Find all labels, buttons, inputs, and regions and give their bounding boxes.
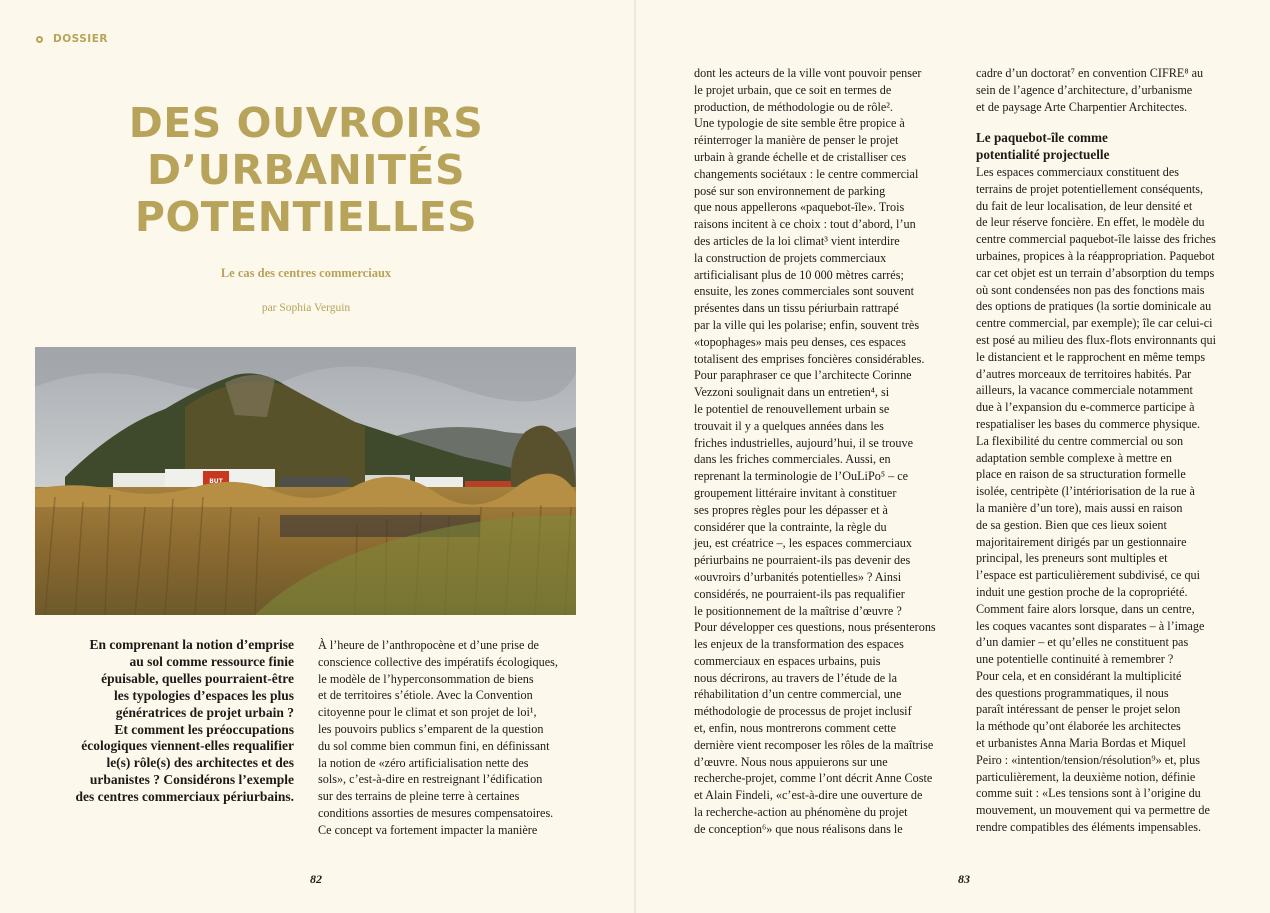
body-line: du sol comme bien commun fini, en définissant — [318, 738, 550, 753]
body-line: friches industrielles, aujourd’hui, il se trouve — [694, 435, 913, 450]
article-photo — [35, 347, 576, 615]
title-line: POTENTIELLES — [134, 193, 478, 241]
body-line: réinterroger la manière de penser le projet — [694, 133, 899, 148]
body-line: d’autres morceaux de territoires habités. Par — [976, 366, 1192, 381]
body-line: périurbains ne pourraient-ils pas devenir des — [694, 553, 911, 568]
section-heading-line: potentialité projectuelle — [976, 147, 1110, 163]
body-line: Comment faire alors lorsque, dans un centre, — [976, 601, 1195, 616]
lede-line: épuisable, quelles pourraient-être — [101, 670, 294, 686]
body-line: sols», c’est-à-dire en restreignant l’édification — [318, 772, 543, 787]
body-line: le potentiel de renouvellement urbain se — [694, 401, 890, 416]
body-line: Vezzoni soulignait dans un entretien⁴, si — [694, 385, 890, 400]
lede-line: le(s) rôle(s) des architectes et des — [106, 755, 294, 771]
body-line: des questions programmatiques, il nous — [976, 685, 1169, 700]
body-line: des articles de la loi climat³ vient interdire — [694, 233, 900, 248]
body-line: sein de l’agence d’architecture, d’urbanisme — [976, 82, 1193, 97]
body-line: de sa gestion. Bien que ces lieux soient — [976, 517, 1167, 532]
body-line: conscience collective des impératifs écologiques, — [318, 654, 558, 669]
body-line: par la ville qui les polarise; enfin, souvent très — [694, 317, 920, 332]
lede-line: au sol comme ressource finie — [129, 653, 294, 669]
body-line: recherche-projet, comme l’ont décrit Anne Coste — [694, 771, 933, 786]
body-line: le modèle de l’hyperconsommation de biens — [318, 671, 534, 686]
body-line: conditions assorties de mesures compensatoires. — [318, 805, 554, 820]
body-line: le positionnement de la maîtrise d’œuvre ? — [694, 603, 902, 618]
title-line: D’URBANITÉS — [146, 146, 466, 194]
body-line: dans les friches commerciales. Aussi, en — [694, 452, 891, 467]
body-line: et de territoires s’étiole. Avec la Convention — [318, 688, 533, 703]
page-gutter — [634, 0, 636, 913]
body-line: que nous appellerons «paquebot-île». Trois — [694, 200, 905, 215]
lede-line: Et comment les préoccupations — [114, 721, 294, 737]
body-line: d’œuvre. Nous nous appuierons sur une — [694, 754, 888, 769]
body-line: rendre compatibles des éléments impensables. — [976, 820, 1202, 835]
body-line: urbain à grande échelle et de cristalliser ces — [694, 149, 907, 164]
body-line: La flexibilité du centre commercial ou son — [976, 433, 1184, 448]
article-subtitle: Le cas des centres commerciaux — [220, 266, 392, 280]
body-line: principal, les preneurs sont multiples et — [976, 551, 1168, 566]
body-line: les pouvoirs publics s’emparent de la question — [318, 721, 544, 736]
lede-line: En comprenant la notion d’emprise — [89, 637, 294, 652]
body-line: présentes dans un tissu périurbain rattrapé — [694, 301, 899, 316]
body-line: reprenant la terminologie de l’OuLiPo⁵ – ce — [694, 469, 909, 484]
body-line: centre commercial paquebot-île laisse des friches — [976, 232, 1216, 247]
body-line: ailleurs, la vacance commerciale notamment — [976, 383, 1193, 398]
body-line: des options de pratiques (la sortie dominicale au — [976, 299, 1212, 314]
body-line: isolée, centripète (l’intériorisation de la rue à — [976, 484, 1195, 499]
body-line: comme suit : «Les tensions sont à l’origine du — [976, 786, 1201, 801]
body-line: induit une gestion proche de la copropriété. — [976, 584, 1188, 599]
body-line: et urbanistes Anna Maria Bordas et Miquel — [976, 736, 1186, 751]
body-column-3 — [976, 65, 1238, 836]
body-line: les enjeux de la transformation des espaces — [694, 637, 904, 652]
body-line: due à l’expansion du e-commerce participe à — [976, 400, 1195, 415]
body-line: place en raison de sa structuration formelle — [976, 467, 1186, 482]
section-label: DOSSIER — [53, 33, 108, 45]
body-line: groupement littéraire invitant à constituer — [694, 485, 897, 500]
body-line: respatialiser les bases du commerce physique. — [976, 416, 1201, 431]
body-line: les coques vacantes sont disparates – à l’image — [976, 618, 1205, 633]
author-byline: par Sophia Verguin — [261, 302, 351, 314]
body-line: du fait de leur localisation, de leur densité et — [976, 198, 1193, 213]
body-line: adaptation semble complexe à mettre en — [976, 450, 1172, 465]
body-line: l’espace est particulièrement subdivisé, ce qui — [976, 568, 1201, 583]
body-line: trouvait il y a quelques années dans les — [694, 418, 884, 433]
body-line: posé sur son environnement de parking — [694, 183, 886, 198]
body-line: jeu, est créatrice –, les espaces commerciaux — [694, 536, 912, 551]
lede-line: écologiques viennent-elles requalifier — [81, 738, 294, 754]
body-line: majoritairement dirigés par un gestionnaire — [976, 534, 1187, 549]
article-title — [36, 100, 576, 241]
photo-store-sign-text: BUT — [209, 478, 223, 485]
body-column-2 — [694, 65, 958, 838]
body-line: de conception⁶» que nous réalisons dans le — [694, 821, 903, 836]
body-line: la méthode qu’ont élaborée les architectes — [976, 719, 1181, 734]
body-line: et Alain Findeli, «c’est-à-dire une ouverture de — [694, 788, 923, 803]
body-line: la notion de «zéro artificialisation nette des — [318, 755, 529, 770]
body-line: car cet objet est un terrain d’absorption du temps — [976, 265, 1215, 280]
body-line: le distancient et le rapprochent en même temps — [976, 349, 1206, 364]
body-line: et de paysage Arte Charpentier Architectes. — [976, 99, 1188, 114]
body-line: commerciaux en espaces urbains, puis — [694, 653, 881, 668]
body-line: sur des terrains de pleine terre à certaines — [318, 789, 520, 804]
body-line: Les espaces commerciaux constituent des — [976, 164, 1180, 179]
body-line: centre commercial, par exemple); île car celui-ci — [976, 316, 1213, 331]
body-line: citoyenne pour le climat et son projet de loi¹, — [318, 705, 537, 720]
section-bullet-icon — [36, 36, 43, 43]
body-line: Une typologie de site semble être propice à — [694, 116, 905, 131]
body-line: réhabilitation d’un centre commercial, une — [694, 687, 902, 702]
body-line: dont les acteurs de la ville vont pouvoir penser — [694, 66, 922, 80]
body-line: paraît intéressant de penser le projet selon — [976, 702, 1181, 717]
section-tag — [36, 33, 108, 45]
body-line: considérés, ne pourraient-ils pas requalifier — [694, 586, 905, 601]
body-line: la construction de projets commerciaux — [694, 250, 887, 265]
title-line: DES OUVROIRS — [128, 99, 484, 147]
page-number-left: 82 — [310, 872, 322, 886]
body-line: d’un damier – et qu’elles ne constituent pas — [976, 635, 1189, 650]
body-line: méthodologie de processus de projet inclusif — [694, 704, 912, 719]
page-number-right: 83 — [958, 872, 970, 886]
body-line: considérer que la contrainte, la règle du — [694, 519, 887, 534]
body-line: nous décrirons, au travers de l’étude de la — [694, 670, 898, 685]
body-line: est posé au milieu des flux-flots environnants qui — [976, 332, 1216, 347]
body-line: dernière vient recomposer les rôles de la maîtrise — [694, 737, 934, 752]
body-line: Ce concept va fortement impacter la manière — [318, 822, 538, 837]
body-line: changements sociétaux : le centre commercial — [694, 166, 919, 181]
body-line: une potentielle continuité à remembrer ? — [976, 652, 1174, 667]
article-lede — [36, 637, 294, 806]
body-line: particulièrement, la deuxième notion, définie — [976, 769, 1196, 784]
body-line: ensuite, les zones commerciales sont souvent — [694, 284, 914, 299]
body-line: et, enfin, nous montrerons comment cette — [694, 721, 897, 736]
section-heading-line: Le paquebot-île comme — [976, 130, 1108, 146]
body-line: «ouvroirs d’urbanités potentielles» ? Ainsi — [694, 569, 902, 584]
body-line: ses propres règles pour les dépasser et à — [694, 502, 888, 517]
body-line: artificialisant plus de 10 000 mètres carrés; — [694, 267, 904, 282]
body-line: de leur réserve foncière. En effet, le modèle du — [976, 215, 1205, 230]
body-line: À l’heure de l’anthropocène et d’une prise de — [318, 638, 539, 652]
body-line: terrains de projet potentiellement conséquents, — [976, 181, 1204, 196]
lede-line: urbanistes ? Considérons l’exemple — [89, 772, 294, 788]
body-line: Peiro : «intention/tension/résolution⁹» et, plus — [976, 752, 1200, 767]
body-line: urbaines, propices à la réappropriation. Paquebot — [976, 248, 1215, 263]
body-line: raisons incitent à ce choix : tout d’abord, l’un — [694, 217, 916, 232]
body-column-1 — [318, 637, 580, 839]
lede-line: génératrices de projet urbain ? — [115, 704, 294, 720]
body-line: Pour développer ces questions, nous présenterons — [694, 620, 936, 635]
body-line: totalisent des emprises foncières considérables. — [694, 351, 925, 366]
body-line: mouvement, un mouvement qui va permettre de — [976, 803, 1210, 818]
body-line: où sont condensées non pas des fonctions mais — [976, 282, 1205, 297]
body-line: Pour paraphraser ce que l’architecte Corinne — [694, 368, 912, 383]
body-line: production, de méthodologie ou de rôle². — [694, 99, 893, 114]
section-heading — [976, 130, 1238, 164]
lede-line: les typologies d’espaces les plus — [113, 687, 294, 703]
body-line: «topophages» mais peu denses, ces espaces — [694, 334, 906, 349]
body-line: cadre d’un doctorat⁷ en convention CIFRE⁸ au — [976, 66, 1204, 80]
lede-line: des centres commerciaux périurbains. — [75, 789, 294, 805]
body-line: Pour cela, et en considérant la multiplicité — [976, 668, 1182, 683]
body-line: la manière d’un tore), mais aussi en raison — [976, 500, 1183, 515]
body-line: la recherche-action au phénomène du projet — [694, 805, 908, 820]
body-line: le projet urbain, que ce soit en termes de — [694, 82, 892, 97]
